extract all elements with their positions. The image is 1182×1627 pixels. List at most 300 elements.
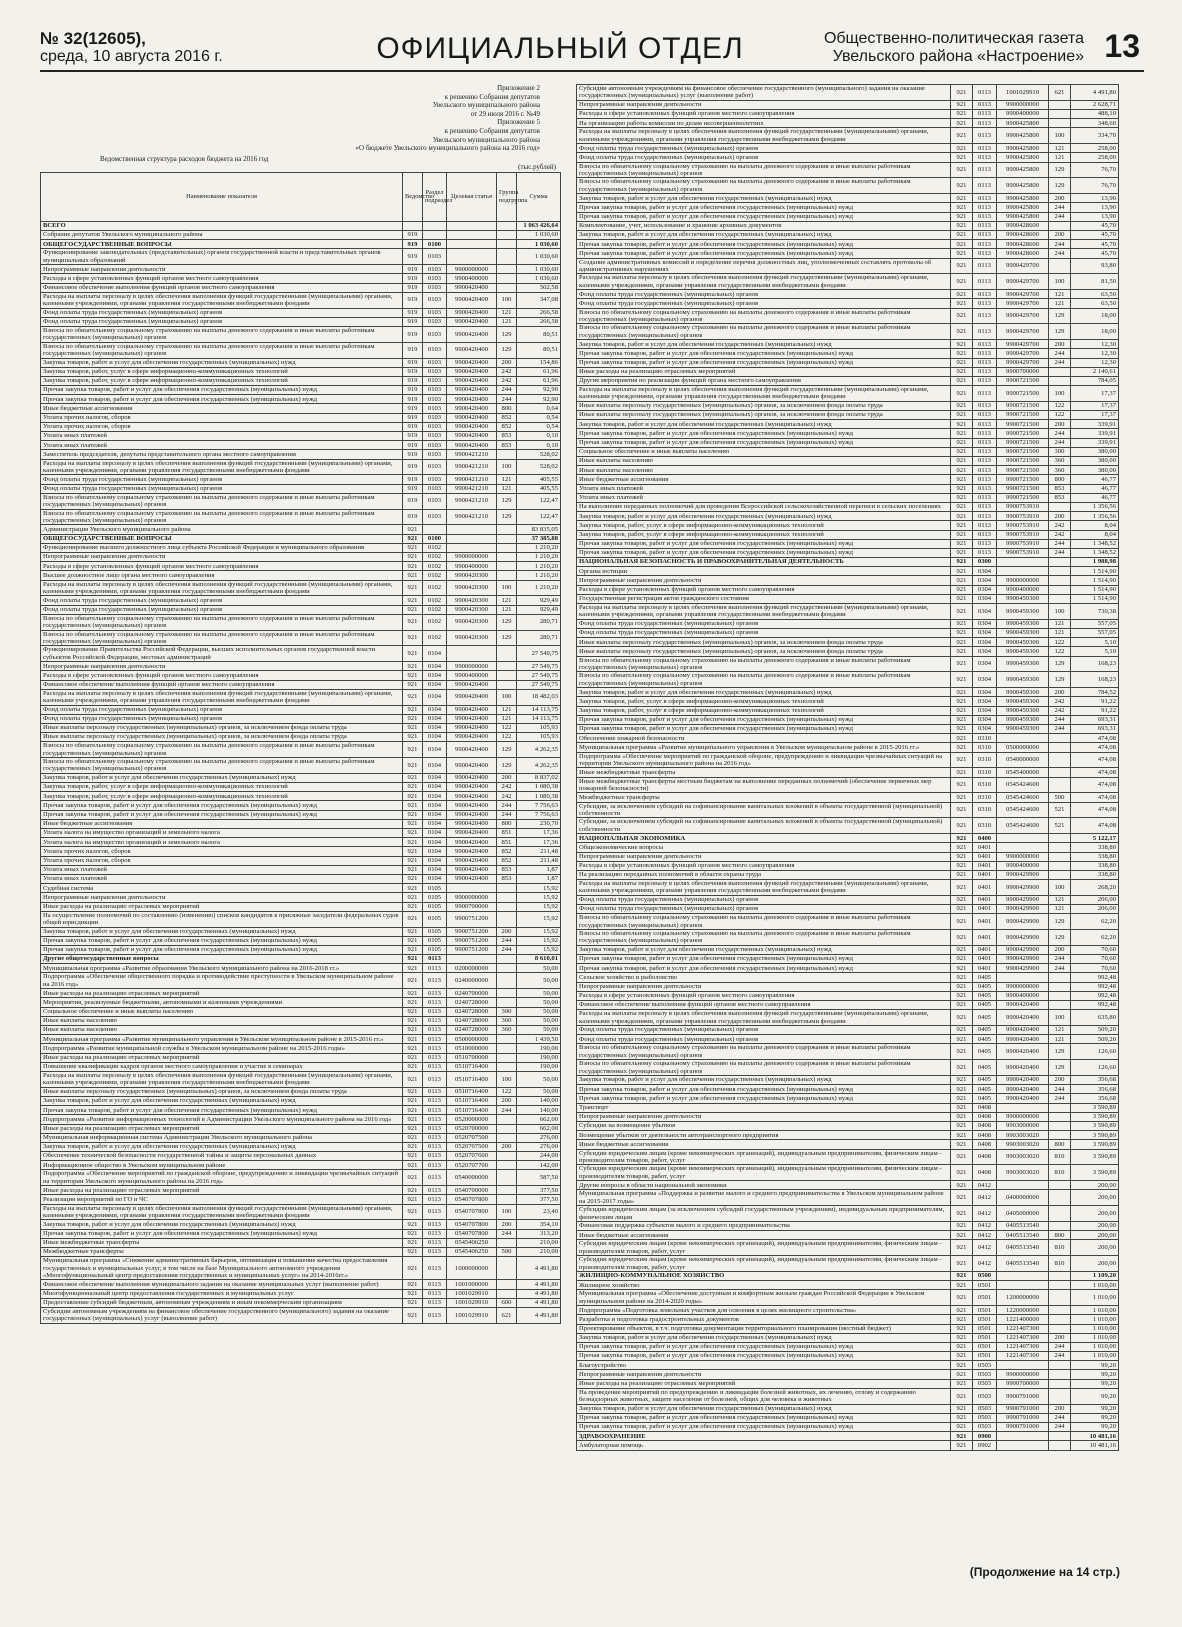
row-target: 9900721500 (997, 386, 1049, 402)
row-target: 9900420400 (447, 874, 497, 883)
row-target: 9900420400 (447, 714, 497, 723)
table-row (577, 843, 1119, 852)
table-row (577, 420, 1119, 429)
row-name: Иные выплаты персоналу государственных (муниципальных) органов, за исключением фонда оплаты труда (577, 411, 951, 420)
row-dept: 921 (951, 386, 973, 402)
row-name: Закупка товаров, работ, услуг в сфере информационно-коммуникационных технологий (41, 367, 403, 376)
row-section: 0113 (423, 1161, 447, 1170)
table-row (41, 562, 561, 571)
row-group (1049, 558, 1071, 567)
table-row (41, 783, 561, 792)
row-sum: 1 210,20 (517, 552, 561, 561)
row-sum: 1 356,56 (1071, 512, 1119, 521)
row-group (497, 1238, 517, 1247)
row-group: 122 (1049, 638, 1071, 647)
row-name: Прочая закупка товаров, работ и услуг для обеспечения государственных (муниципальных) нужд (577, 349, 951, 358)
row-sum: 15,92 (517, 911, 561, 927)
row-sum: 45,70 (1071, 249, 1119, 258)
row-target: 9900429700 (997, 308, 1049, 324)
row-target: 9900791000 (997, 1404, 1049, 1413)
row-target: 0405513540 (997, 1256, 1049, 1272)
row-target: 9900751200 (447, 911, 497, 927)
row-name: Прочая закупка товаров, работ и услуг для обеспечения государственных (муниципальных) нужд (41, 810, 403, 819)
row-target: 9900420400 (447, 376, 497, 385)
row-sum: 1 988,98 (1071, 558, 1119, 567)
row-target: 9900420400 (447, 773, 497, 782)
row-section: 0304 (973, 576, 997, 585)
row-sum: 266,58 (517, 317, 561, 326)
row-target: 0500000000 (447, 1035, 497, 1044)
row-section: 0401 (973, 880, 997, 896)
row-sum: 313,20 (517, 1229, 561, 1238)
row-group (497, 543, 517, 552)
table-row (41, 758, 561, 774)
page-number: 13 (1104, 28, 1140, 64)
row-section: 0113 (973, 119, 997, 128)
row-dept: 921 (951, 548, 973, 557)
row-section: 0113 (423, 1307, 447, 1323)
row-section: 0113 (973, 367, 997, 376)
row-group (1049, 861, 1071, 870)
row-dept: 921 (951, 1240, 973, 1256)
row-name: Органы юстиции (577, 567, 951, 576)
row-sum: 338,80 (1071, 843, 1119, 852)
row-name: Подпрограмма «Обеспечение мероприятий по гражданской обороне, предупреждению и ликвидации чрезвычайных ситуаций на территории Увельского муниципального района на 2016 год» (577, 752, 951, 768)
row-group: 244 (1049, 964, 1071, 973)
row-name: Иные бюджетные ассигнования (577, 1140, 951, 1149)
row-section: 0408 (973, 1140, 997, 1149)
row-sum: 280,71 (517, 630, 561, 646)
header-section: Раздел подраздел (423, 172, 447, 221)
row-name: Фонд оплаты труда государственных (муниципальных) органов (41, 714, 403, 723)
row-section: 0113 (973, 484, 997, 493)
row-target: 9900000000 (447, 552, 497, 561)
row-group: 800 (1049, 475, 1071, 484)
row-section: 0501 (973, 1324, 997, 1333)
row-group: 360 (1049, 466, 1071, 475)
row-group (1049, 1324, 1071, 1333)
row-section: 0102 (423, 571, 447, 580)
row-name: Уплата иных платежей (577, 493, 951, 502)
table-row (577, 1094, 1119, 1103)
row-sum: 3 590,89 (1071, 1131, 1119, 1140)
row-target: 9900400000 (997, 991, 1049, 1000)
row-group (497, 221, 517, 230)
row-section: 0103 (423, 326, 447, 342)
row-sum: 693,31 (1071, 715, 1119, 724)
row-group: 800 (1049, 1140, 1071, 1149)
row-dept: 921 (403, 1298, 423, 1307)
table-row (577, 802, 1119, 818)
row-name: Жилищное хозяйство (577, 1281, 951, 1290)
row-sum: 1 356,56 (1071, 502, 1119, 511)
table-row (41, 265, 561, 274)
row-group (1049, 110, 1071, 119)
row-target (447, 230, 497, 239)
row-name: Расходы на выплаты персоналу в целях обеспечения выполнения функций государственными (муниципальными) органами, казенными учреждениями, органами управления государственными внебюджетными фондами (41, 1204, 403, 1220)
row-section: 0405 (973, 973, 997, 982)
row-sum: 474,08 (1071, 802, 1119, 818)
row-target: 9900421210 (447, 475, 497, 484)
row-name: Государственная регистрация актов гражданского состояния (577, 594, 951, 603)
table-row (577, 1361, 1119, 1370)
row-group: 500 (497, 1248, 517, 1257)
budget-table-left (40, 172, 561, 1324)
table-row (41, 1170, 561, 1186)
row-section: 0304 (973, 585, 997, 594)
table-row (577, 258, 1119, 274)
row-dept: 921 (403, 810, 423, 819)
row-dept: 921 (951, 818, 973, 834)
row-target: 0405513540 (997, 1231, 1049, 1240)
row-section: 0113 (423, 955, 447, 964)
row-dept: 921 (951, 1060, 973, 1076)
row-group (497, 1257, 517, 1280)
row-section: 0310 (973, 777, 997, 793)
row-group (497, 1133, 517, 1142)
row-section: 0408 (973, 1112, 997, 1121)
row-sum: 0,54 (517, 422, 561, 431)
row-name: Прочая закупка товаров, работ и услуг для обеспечения государственных (муниципальных) нужд (41, 801, 403, 810)
row-sum: 17,36 (517, 829, 561, 838)
row-dept: 921 (951, 401, 973, 410)
row-sum: 18 482,03 (517, 689, 561, 705)
row-sum: 380,00 (1071, 447, 1119, 456)
row-sum: 190,00 (517, 1062, 561, 1071)
row-section: 0401 (973, 870, 997, 879)
row-target: 9900420400 (447, 733, 497, 742)
row-name: Расходы в сфере установленных функций органов местного самоуправления (41, 671, 403, 680)
row-target: 9900420300 (447, 596, 497, 605)
row-section: 0113 (973, 178, 997, 194)
row-target: 9900459300 (997, 629, 1049, 638)
row-name: Иные расходы на реализацию отраслевых мероприятий (41, 1124, 403, 1133)
row-name: Фонд оплаты труда государственных (муниципальных) органов (41, 605, 403, 614)
row-target: 9900420400 (997, 1060, 1049, 1076)
row-target: 9900429900 (997, 930, 1049, 946)
row-section: 0105 (423, 927, 447, 936)
row-dept: 921 (403, 605, 423, 614)
annex-line: «О бюджете Увельского муниципального района на 2016 год» (355, 144, 540, 153)
row-target (997, 1271, 1049, 1280)
row-name: Взносы по обязательному социальному страхованию на выплаты денежного содержания и иные выплаты работникам государственных (муниципальных) органов (577, 178, 951, 194)
row-group (497, 884, 517, 893)
row-section: 0113 (973, 100, 997, 109)
table-row (577, 1240, 1119, 1256)
row-dept: 921 (403, 742, 423, 758)
row-name: Амбулаторная помощь (577, 1441, 951, 1450)
row-sum: 99,20 (1071, 1370, 1119, 1379)
row-group: 621 (1049, 85, 1071, 101)
table-row (41, 1106, 561, 1115)
row-dept: 921 (951, 1388, 973, 1404)
row-group: 121 (1049, 629, 1071, 638)
row-group (1049, 1131, 1071, 1140)
row-section: 0104 (423, 680, 447, 689)
row-target: 9900721500 (997, 420, 1049, 429)
row-section: 0113 (973, 349, 997, 358)
row-name: Прочая закупка товаров, работ и услуг для обеспечения государственных (муниципальных) нужд (577, 240, 951, 249)
row-group (497, 893, 517, 902)
row-name: Муниципальная программа «Обеспечение доступным и комфортным жильем граждан Российской Федерации в Увельском муниципальном районе на 2014-2020 годы» (577, 1290, 951, 1306)
table-row (41, 1195, 561, 1204)
row-group: 244 (497, 801, 517, 810)
row-name: Прочая закупка товаров, работ и услуг для обеспечения государственных (муниципальных) нужд (577, 1342, 951, 1351)
row-sum: 92,90 (517, 395, 561, 404)
row-section: 0113 (423, 1289, 447, 1298)
table-row (577, 1149, 1119, 1165)
row-section: 0104 (423, 742, 447, 758)
row-name: Взносы по обязательному социальному страхованию на выплаты денежного содержания и иные выплаты работникам государственных (муниципальных) органов (577, 672, 951, 688)
row-sum: 50,00 (517, 989, 561, 998)
row-name: Взносы по обязательному социальному страхованию на выплаты денежного содержания и иные выплаты работникам государственных (муниципальных) органов (41, 742, 403, 758)
row-name: Фонд оплаты труда государственных (муниципальных) органов (41, 475, 403, 484)
row-group (497, 964, 517, 973)
row-group (497, 1115, 517, 1124)
row-section: 0405 (973, 982, 997, 991)
table-row (41, 1298, 561, 1307)
row-name: Финансовое обеспечение выполнения муниципального задания на оказание муниципальных услуг (выполнение работ) (41, 1280, 403, 1289)
row-dept: 921 (951, 1085, 973, 1094)
row-sum: 730,38 (1071, 604, 1119, 620)
row-dept: 921 (951, 1432, 973, 1441)
row-target: 0545406250 (447, 1238, 497, 1247)
row-section: 0113 (973, 521, 997, 530)
row-name: Прочая закупка товаров, работ и услуг для обеспечения государственных (муниципальных) нужд (577, 358, 951, 367)
row-section: 0500 (973, 1271, 997, 1280)
table-row (41, 326, 561, 342)
row-section: 0412 (973, 1181, 997, 1190)
row-target: 0405513540 (997, 1240, 1049, 1256)
row-name: На проведение мероприятий по предупреждению и ликвидации болезней животных, их лечению, отлову и содержанию безнадзорных животных, защите населения от болезней, общих для человека и животных (577, 1388, 951, 1404)
row-name: Закупка товаров, работ и услуг для обеспечения государственных (муниципальных) нужд (577, 512, 951, 521)
row-name: Иные выплаты персоналу государственных (муниципальных) органов, за исключением фонда оплаты труда (577, 647, 951, 656)
row-target: 9900721500 (997, 475, 1049, 484)
row-sum: 992,48 (1071, 1001, 1119, 1010)
row-target: 9900459300 (997, 688, 1049, 697)
table-row (577, 1333, 1119, 1342)
row-target: 9900753910 (997, 521, 1049, 530)
row-group: 100 (1049, 604, 1071, 620)
row-group: 244 (497, 810, 517, 819)
row-dept: 921 (403, 534, 423, 543)
row-group: 244 (1049, 955, 1071, 964)
row-section: 0501 (973, 1342, 997, 1351)
row-name: Иные выплаты населению (577, 466, 951, 475)
row-dept: 921 (951, 376, 973, 385)
row-dept: 921 (951, 484, 973, 493)
row-target: 9903000000 (997, 1121, 1049, 1130)
row-sum: 99,20 (1071, 1423, 1119, 1432)
row-section: 0113 (423, 1248, 447, 1257)
row-target: 9900425800 (997, 119, 1049, 128)
row-name: Непрограммные направления деятельности (41, 265, 403, 274)
row-dept: 921 (403, 1248, 423, 1257)
row-name: Информационное общество в Увельском муниципальном районе (41, 1161, 403, 1170)
table-row (577, 548, 1119, 557)
row-section: 0408 (973, 1103, 997, 1112)
row-dept: 921 (951, 144, 973, 153)
row-name: Прочая закупка товаров, работ и услуг для обеспечения государственных (муниципальных) нужд (41, 1229, 403, 1238)
row-target: 9900425800 (997, 194, 1049, 203)
table-row (577, 85, 1119, 101)
row-target: 9900400000 (447, 274, 497, 283)
table-row (41, 534, 561, 543)
row-sum: 1 210,20 (517, 543, 561, 552)
row-sum: 206,00 (1071, 905, 1119, 914)
row-name: Прочая закупка товаров, работ и услуг для обеспечения государственных (муниципальных) нужд (577, 249, 951, 258)
row-target: 9900420400 (447, 386, 497, 395)
row-section: 0900 (973, 1432, 997, 1441)
row-target: 9900721500 (997, 466, 1049, 475)
row-group: 121 (1049, 1035, 1071, 1044)
row-section: 0113 (973, 475, 997, 484)
row-target (997, 973, 1049, 982)
row-dept: 921 (403, 801, 423, 810)
table-row (577, 240, 1119, 249)
row-sum: 0,54 (517, 413, 561, 422)
row-sum: 62,20 (1071, 914, 1119, 930)
row-target: 1220000000 (997, 1306, 1049, 1315)
row-section: 0103 (423, 367, 447, 376)
row-sum: 377,50 (517, 1186, 561, 1195)
row-dept: 921 (403, 847, 423, 856)
row-group (497, 240, 517, 249)
row-dept: 921 (403, 1053, 423, 1062)
row-dept: 921 (951, 100, 973, 109)
row-group: 100 (1049, 880, 1071, 896)
row-sum: 258,00 (1071, 153, 1119, 162)
row-sum: 50,00 (517, 1007, 561, 1016)
row-dept: 921 (403, 973, 423, 989)
row-sum: 200,00 (1071, 1190, 1119, 1206)
row-dept: 921 (951, 1165, 973, 1181)
row-name: На организацию работы комиссии по делам несовершеннолетних (577, 119, 951, 128)
row-dept: 921 (951, 914, 973, 930)
table-row (41, 865, 561, 874)
row-target (447, 955, 497, 964)
row-dept: 921 (951, 1231, 973, 1240)
row-sum: 23,40 (517, 1204, 561, 1220)
row-sum: 99,20 (1071, 1388, 1119, 1404)
row-target: 1001000000 (447, 1280, 497, 1289)
table-row (41, 221, 561, 230)
row-section: 0401 (973, 905, 997, 914)
row-target: 9900429900 (997, 895, 1049, 904)
row-sum: 1 030,60 (517, 265, 561, 274)
row-sum: 10 481,16 (1071, 1432, 1119, 1441)
row-sum: 46,77 (1071, 484, 1119, 493)
row-section: 0405 (973, 1001, 997, 1010)
row-group (497, 552, 517, 561)
row-dept: 921 (951, 230, 973, 239)
row-sum: 14 113,75 (517, 705, 561, 714)
row-sum: 50,00 (517, 1016, 561, 1025)
row-name: Иные межбюджетные трансферты (577, 768, 951, 777)
row-sum: 140,00 (517, 1096, 561, 1105)
row-group: 129 (1049, 672, 1071, 688)
table-row (577, 502, 1119, 511)
row-target: 9900420400 (447, 758, 497, 774)
row-group: 244 (497, 945, 517, 954)
row-group: 853 (1049, 484, 1071, 493)
row-group: 200 (1049, 1333, 1071, 1342)
row-name: Иные выплаты населению (41, 1016, 403, 1025)
row-dept: 921 (403, 1280, 423, 1289)
row-dept: 919 (403, 249, 423, 265)
row-sum: 4 491,80 (517, 1280, 561, 1289)
row-name: Расходы на выплаты персоналу в целях обеспечения выполнения функций государственными (муниципальными) органами, казенными учреждениями, органами управления государственными внебюджетными фондами (577, 128, 951, 144)
row-target: 9900420400 (447, 432, 497, 441)
row-target: 0200000000 (447, 964, 497, 973)
row-name: На выполнение переданных полномочий для проведения Всероссийской сельскохозяйственной переписи в сельских поселениях (577, 502, 951, 511)
row-dept: 921 (951, 905, 973, 914)
row-target (447, 543, 497, 552)
row-sum: 50,00 (517, 1087, 561, 1096)
row-group: 129 (1049, 1060, 1071, 1076)
row-dept: 921 (403, 543, 423, 552)
row-target: 9900751200 (447, 936, 497, 945)
row-target: 9900421210 (447, 450, 497, 459)
row-target: 9900459300 (997, 604, 1049, 620)
row-dept: 921 (403, 1087, 423, 1096)
row-dept: 921 (951, 420, 973, 429)
row-name: Социальное обеспечение и иные выплаты населению (577, 447, 951, 456)
row-name: Закупка товаров, работ и услуг для обеспечения государственных (муниципальных) нужд (577, 945, 951, 954)
row-name: Муниципальная программа «Поддержка и развитие малого и среднего предпринимательства в Увельском муниципальном районе на 2015-2017 годы» (577, 1190, 951, 1206)
row-group: 121 (497, 308, 517, 317)
row-group: 521 (1049, 818, 1071, 834)
row-group: 121 (1049, 144, 1071, 153)
row-sum: 348,60 (1071, 119, 1119, 128)
row-dept: 921 (951, 1121, 973, 1130)
row-name: Благоустройство (577, 1361, 951, 1370)
row-target: 9900420400 (447, 326, 497, 342)
row-section (423, 525, 447, 534)
row-dept: 919 (403, 404, 423, 413)
row-group: 851 (497, 838, 517, 847)
row-section: 0405 (973, 1044, 997, 1060)
table-row (577, 752, 1119, 768)
table-units: (тыс.рублей) (518, 162, 556, 171)
table-row (577, 349, 1119, 358)
table-row (41, 773, 561, 782)
row-target: 9900428600 (997, 240, 1049, 249)
row-section: 0503 (973, 1379, 997, 1388)
row-group (497, 902, 517, 911)
row-target: 0545424600 (997, 818, 1049, 834)
row-section: 0310 (973, 768, 997, 777)
row-name: Уплата налога на имущество организаций и земельного налога (41, 838, 403, 847)
row-sum: 1 010,00 (1071, 1281, 1119, 1290)
row-name: Подпрограмма «Развитие информационных технологий в Администрации Увельского муниципального района на 2016 год» (41, 1115, 403, 1124)
row-target: 0540700000 (447, 1186, 497, 1195)
row-target: 9900429700 (997, 340, 1049, 349)
annex-line: от 29 июля 2016 г. №49 (470, 109, 540, 118)
row-sum: 258,00 (1071, 144, 1119, 153)
row-section: 0405 (973, 1060, 997, 1076)
table-row (577, 1281, 1119, 1290)
row-name: НАЦИОНАЛЬНАЯ БЕЗОПАСНОСТЬ И ПРАВООХРАНИТЕЛЬНАЯ ДЕЯТЕЛЬНОСТЬ (577, 558, 951, 567)
table-row (41, 964, 561, 973)
newspaper-name (824, 30, 1084, 66)
row-dept: 919 (403, 386, 423, 395)
table-row (577, 1206, 1119, 1222)
row-section: 0104 (423, 874, 447, 883)
row-section: 0300 (973, 558, 997, 567)
row-section: 0113 (973, 299, 997, 308)
row-section: 0412 (973, 1206, 997, 1222)
